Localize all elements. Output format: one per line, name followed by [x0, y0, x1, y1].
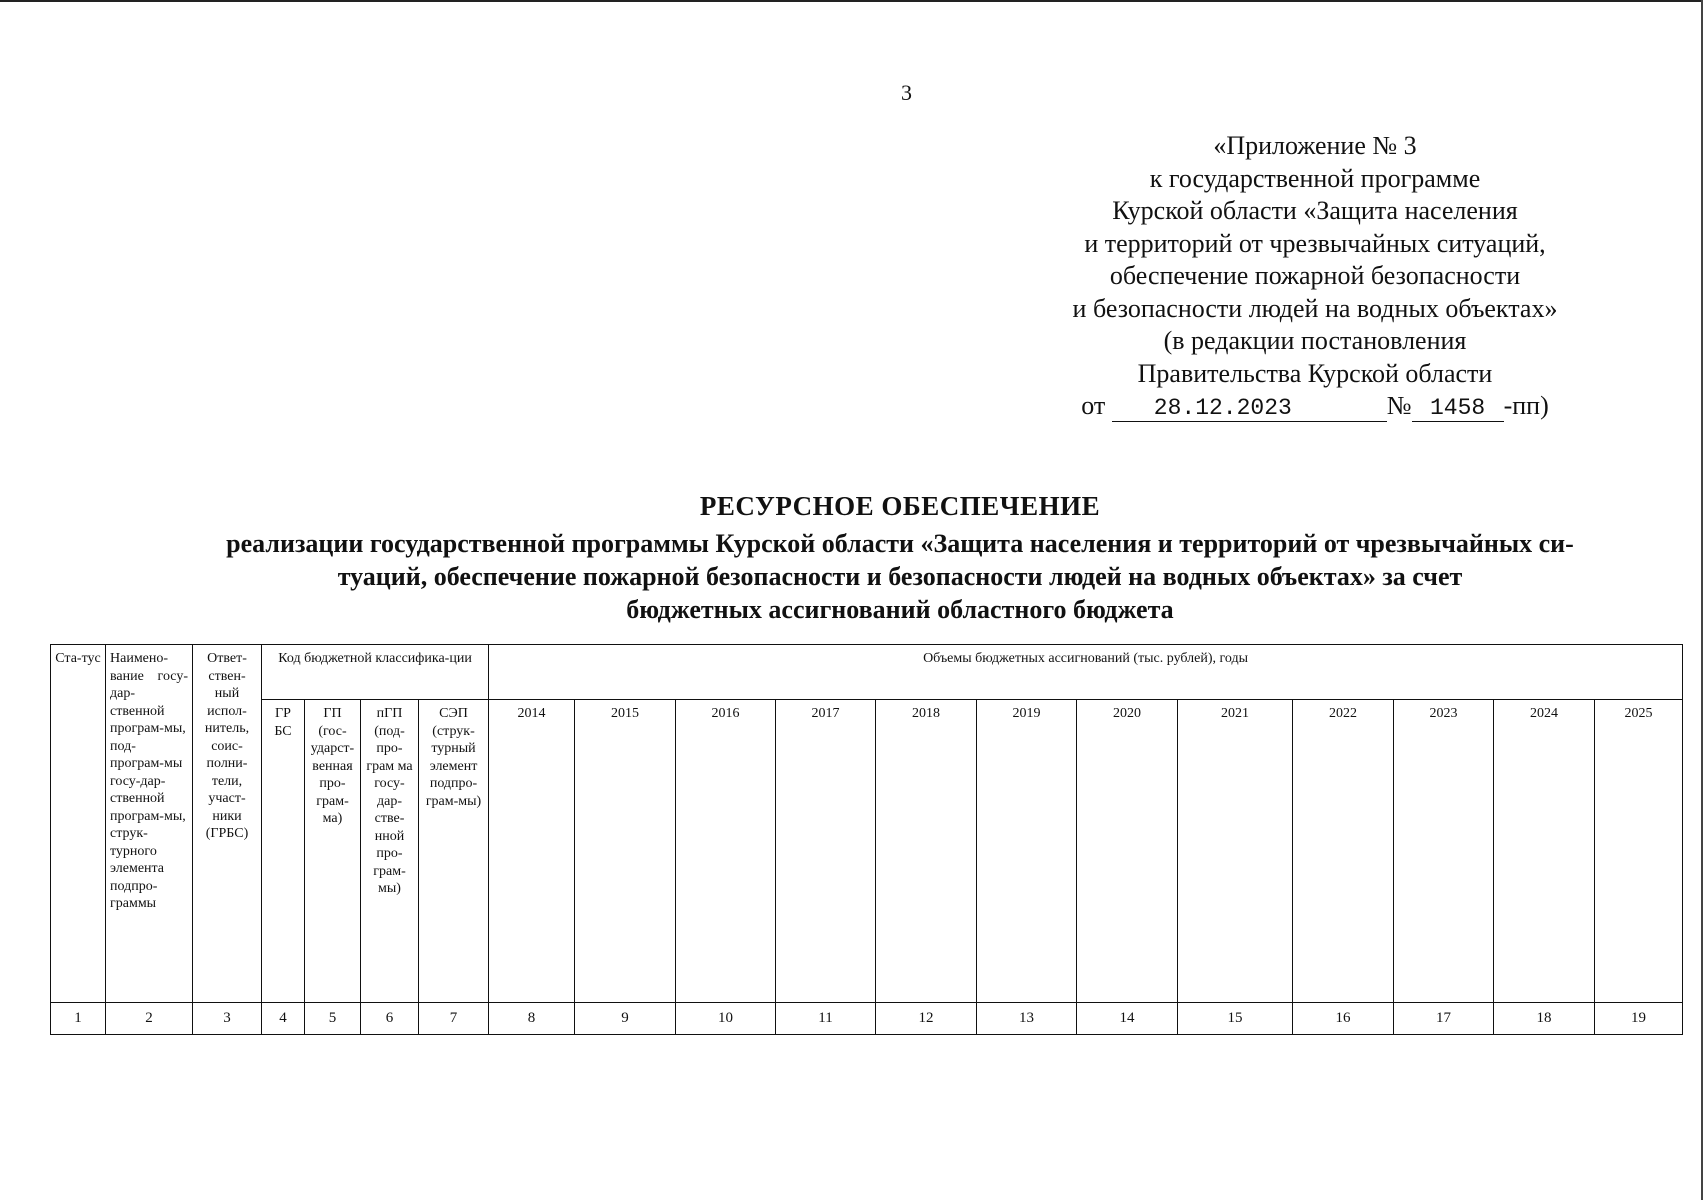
- header-year: 2016: [676, 700, 776, 1003]
- column-number: 3: [193, 1003, 262, 1035]
- page-top-border: [0, 0, 1703, 2]
- header-year: 2024: [1494, 700, 1595, 1003]
- column-number: 2: [106, 1003, 193, 1035]
- header-grbs: ГР БС: [262, 700, 305, 1003]
- column-number: 13: [977, 1003, 1077, 1035]
- appendix-line: «Приложение № 3: [1213, 131, 1417, 160]
- column-number: 17: [1394, 1003, 1494, 1035]
- column-number: 15: [1178, 1003, 1293, 1035]
- appendix-line: (в редакции постановления: [1163, 326, 1467, 355]
- column-number: 6: [361, 1003, 419, 1035]
- header-gp: ГП (гос-ударст-венная про-грам-ма): [305, 700, 361, 1003]
- header-year: 2015: [575, 700, 676, 1003]
- appendix-line: к государственной программе: [1149, 163, 1481, 193]
- header-year: 2014: [489, 700, 575, 1003]
- header-budget-volumes: Объемы бюджетных ассигнований (тыс. рублей), годы: [489, 645, 1683, 700]
- date-prefix: от: [1081, 391, 1106, 420]
- title-line: бюджетных ассигнований областного бюджета: [626, 595, 1174, 624]
- column-number: 12: [876, 1003, 977, 1035]
- column-number: 16: [1293, 1003, 1394, 1035]
- header-sep: СЭП (струк-турный элемент подпро-грам-мы): [419, 700, 489, 1003]
- column-number: 4: [262, 1003, 305, 1035]
- column-number: 11: [776, 1003, 876, 1035]
- column-number: 7: [419, 1003, 489, 1035]
- title-line: туаций, обеспечение пожарной безопасности и безопасности людей на водных объектах» за счет: [337, 562, 1463, 591]
- header-status: Ста-тус: [51, 645, 106, 1003]
- column-number: 5: [305, 1003, 361, 1035]
- title-line: реализации государственной программы Курской области «Защита населения и территорий от чрезвычайных си-: [226, 529, 1574, 558]
- column-number: 19: [1595, 1003, 1683, 1035]
- appendix-line: Правительства Курской области: [1137, 358, 1493, 388]
- header-year: 2018: [876, 700, 977, 1003]
- header-year: 2017: [776, 700, 876, 1003]
- header-year: 2023: [1394, 700, 1494, 1003]
- appendix-line: Курской области «Защита населения: [1112, 196, 1518, 225]
- appendix-line: обеспечение пожарной безопасности: [1109, 261, 1521, 290]
- header-pgp: пГП (под-про-грам ма госу-дар-стве-нной про-грам-мы): [361, 700, 419, 1003]
- column-number: 14: [1077, 1003, 1178, 1035]
- column-number: 8: [489, 1003, 575, 1035]
- number-suffix: -пп): [1503, 391, 1549, 420]
- column-number: 1: [51, 1003, 106, 1035]
- column-number: 18: [1494, 1003, 1595, 1035]
- header-executor: Ответ-ствен-ный испол-нитель, соис-полни-тели, участ-ники (ГРБС): [193, 645, 262, 1003]
- header-year: 2019: [977, 700, 1077, 1003]
- header-budget-code: Код бюджетной классифика-ции: [262, 645, 489, 700]
- header-program-name: Наимено-вание госу-дар-ственной програм-мы, под-програм-мы госу-дар-ственной програм-мы, струк-турного элемента подпро-граммы: [106, 645, 193, 1003]
- number-prefix: №: [1386, 391, 1412, 420]
- header-year: 2020: [1077, 700, 1178, 1003]
- appendix-block: [1060, 130, 1570, 423]
- document-title: [160, 490, 1640, 626]
- column-number: 9: [575, 1003, 676, 1035]
- header-year: 2025: [1595, 700, 1683, 1003]
- column-number-row: [51, 1003, 1683, 1035]
- resolution-date: 28.12.2023: [1112, 395, 1387, 422]
- header-row-2: [51, 700, 1683, 1003]
- appendix-line: и территорий от чрезвычайных ситуаций,: [1084, 228, 1546, 258]
- page-number: 3: [901, 80, 912, 105]
- title-main: РЕСУРСНОЕ ОБЕСПЕЧЕНИЕ: [699, 491, 1101, 521]
- header-year: 2022: [1293, 700, 1394, 1003]
- column-number: 10: [676, 1003, 776, 1035]
- header-year: 2021: [1178, 700, 1293, 1003]
- resource-table: [50, 644, 1683, 1035]
- resolution-date-line: [1060, 390, 1570, 423]
- resolution-number: 1458: [1412, 395, 1504, 422]
- appendix-line: и безопасности людей на водных объектах»: [1072, 293, 1558, 323]
- header-row-1: [51, 645, 1683, 700]
